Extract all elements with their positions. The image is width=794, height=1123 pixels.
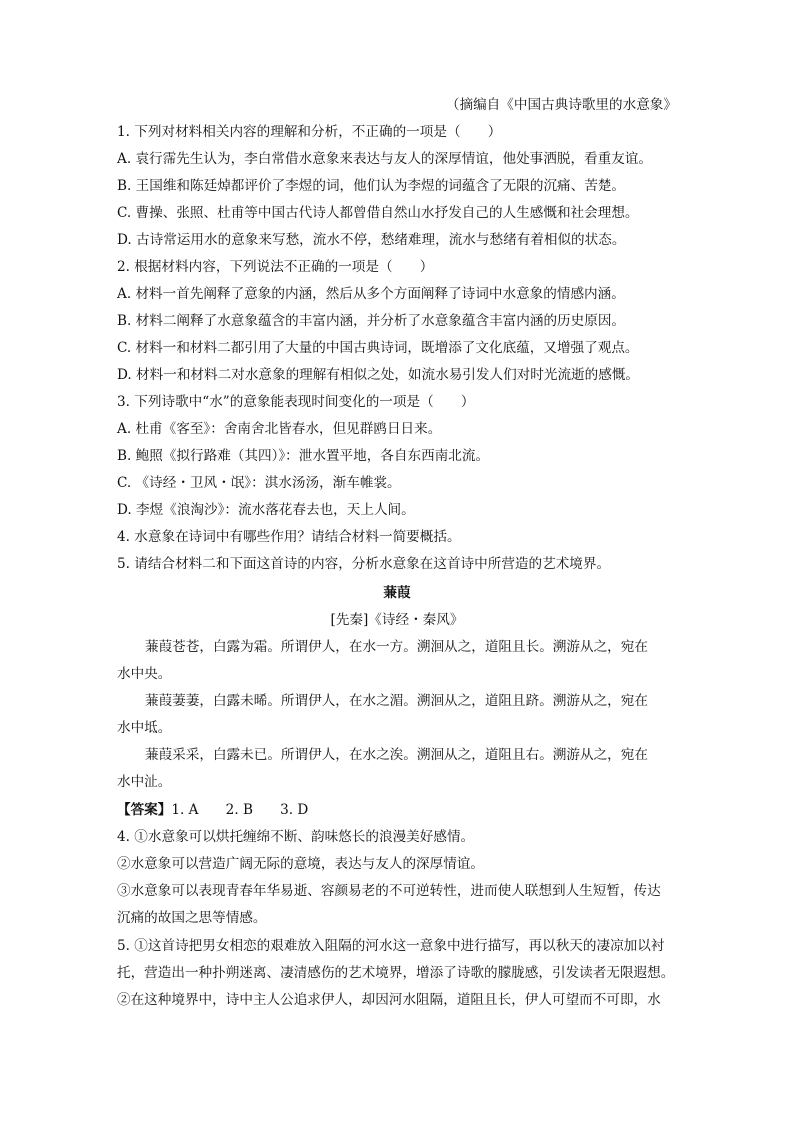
question-1-option-c: C. 曹操、张照、杜甫等中国古代诗人都曾借自然山水抒发自己的人生感慨和社会理想。 (117, 205, 639, 221)
answer-value: 1. A 2. B 3. D (171, 802, 309, 818)
question-2-stem: 2. 根据材料内容，下列说法不正确的一项是（ ） (117, 259, 434, 275)
question-2-option-a: A. 材料一首先阐释了意象的内涵，然后从多个方面阐释了诗词中水意象的情感内涵。 (117, 286, 625, 302)
answer-4-line-4: 沉痛的故国之思等情感。 (117, 910, 267, 926)
question-5: 5. 请结合材料二和下面这首诗的内容，分析水意象在这首诗中所营造的艺术境界。 (117, 556, 611, 572)
poem-stanza-2-line-1: 蒹葭萋萋，白露未晞。所谓伊人，在水之湄。溯洄从之，道阻且跻。溯游从之，宛在 (145, 693, 648, 709)
question-2-option-b: B. 材料二阐释了水意象蕴含的丰富内涵，并分析了水意象蕴含丰富内涵的历史原因。 (117, 313, 626, 329)
question-1-stem: 1. 下列对材料相关内容的理解和分析，不正确的一项是（ ） (117, 124, 502, 140)
poem-title: 蒹葭 (383, 585, 411, 601)
poem-stanza-1-line-1: 蒹葭苍苍，白露为霜。所谓伊人，在水一方。溯洄从之，道阻且长。溯游从之，宛在 (145, 639, 648, 655)
question-2-option-d: D. 材料一和材料二对水意象的理解有相似之处，如流水易引发人们对时光流逝的感慨。 (117, 367, 640, 383)
answer-4-line-2: ②水意象可以营造广阔无际的意境，表达与友人的深厚情谊。 (117, 856, 485, 872)
answer-5-line-1: 5. ①这首诗把男女相恋的艰难放入阻隔的河水这一意象中进行描写，再以秋天的凄凉加以衬 (117, 938, 665, 954)
question-1-option-d: D. 古诗常运用水的意象来写愁，流水不停，愁绪难理，流水与愁绪有着相似的状态。 (117, 232, 626, 248)
answer-4-line-3: ③水意象可以表现青春年华易逝、容颜易老的不可逆转性，进而使人联想到人生短暂，传达 (117, 883, 661, 899)
question-1-option-b: B. 王国维和陈廷焯都评价了李煜的词，他们认为李煜的词蕴含了无限的沉痛、苦楚。 (117, 178, 626, 194)
question-1-option-a: A. 袁行霈先生认为，李白常借水意象来表达与友人的深厚情谊，他处事洒脱，看重友谊。 (117, 151, 653, 167)
question-4: 4. 水意象在诗词中有哪些作用？请结合材料一简要概括。 (117, 529, 461, 545)
poem-author: [先秦]《诗经・秦风》 (330, 612, 464, 628)
answer-5-line-3: ②在这种境界中，诗中主人公追求伊人，却因河水阻隔，道阻且长，伊人可望而不可即，水 (117, 992, 661, 1008)
answer-5-line-2: 托，营造出一种扑朔迷离、凄清感伤的艺术境界，增添了诗歌的朦胧感，引发读者无限遐想。 (117, 965, 675, 981)
answer-4-line-1: 4. ①水意象可以烘托缠绵不断、韵味悠长的浪漫美好感情。 (117, 829, 475, 845)
question-3-option-c: C. 《诗经・卫风・氓》：淇水汤汤，渐车帷裳。 (117, 475, 401, 491)
question-3-option-a: A. 杜甫《客至》：舍南舍北皆春水，但见群鸥日日来。 (117, 421, 442, 437)
answer-label: 【答案】 (117, 802, 172, 818)
question-3-option-d: D. 李煜《浪淘沙》：流水落花春去也，天上人间。 (117, 502, 415, 518)
poem-stanza-1-line-2: 水中央。 (117, 666, 172, 682)
source-citation: （摘编自《中国古典诗歌里的水意象》 (445, 97, 677, 113)
poem-stanza-2-line-2: 水中坻。 (117, 720, 172, 736)
answer-key (117, 801, 308, 819)
poem-stanza-3-line-1: 蒹葭采采，白露未已。所谓伊人，在水之涘。溯洄从之，道阻且右。溯游从之，宛在 (145, 747, 648, 763)
question-3-stem: 3. 下列诗歌中“水”的意象能表现时间变化的一项是（ ） (117, 394, 475, 410)
question-2-option-c: C. 材料一和材料二都引用了大量的中国古典诗词，既增添了文化底蕴，又增强了观点。 (117, 340, 639, 356)
poem-stanza-3-line-2: 水中沚。 (117, 774, 172, 790)
question-3-option-b: B. 鲍照《拟行路难（其四）》：泄水置平地，各自东西南北流。 (117, 448, 490, 464)
